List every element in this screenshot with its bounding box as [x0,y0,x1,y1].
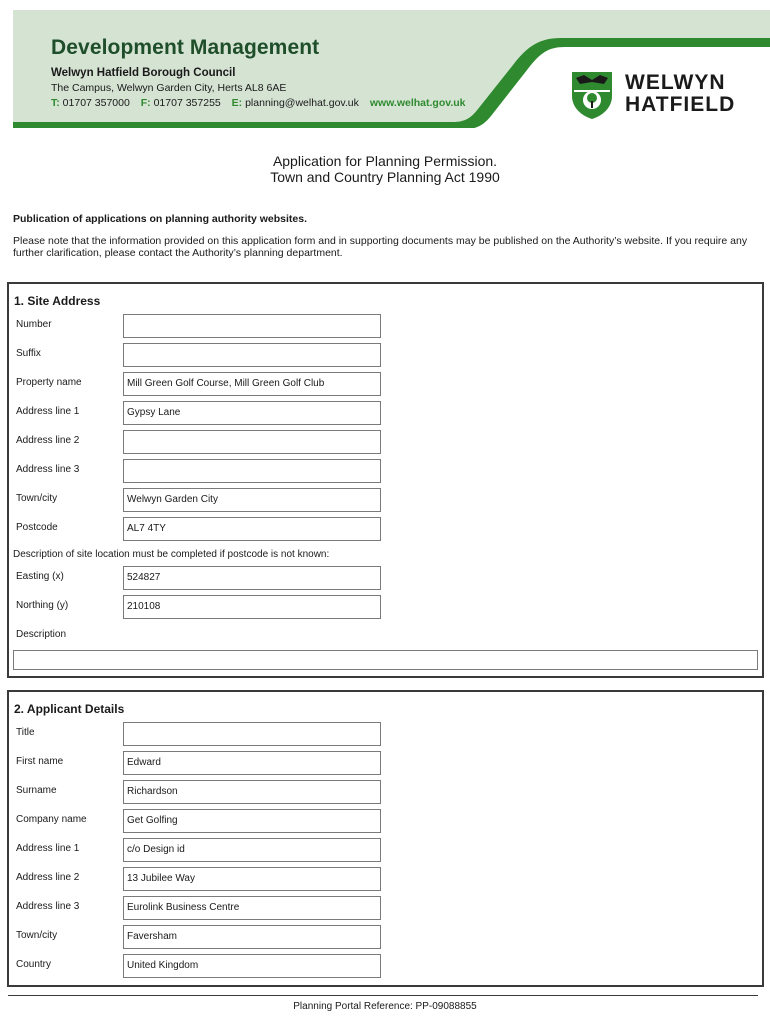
field-label: Address line 3 [16,901,80,912]
field-label: Address line 2 [16,872,80,883]
header-title: Development Management [51,36,320,59]
field-label: Address line 1 [16,843,80,854]
form-row-country [9,954,762,978]
field-label: Company name [16,814,87,825]
field-label: Easting (x) [16,571,64,582]
publication-heading: Publication of applications on planning authority websites. [13,213,308,225]
form-row-northing [9,595,762,619]
field-label: Number [16,319,52,330]
section-heading: 1. Site Address [14,294,101,308]
town-city-field[interactable]: Faversham [123,925,381,949]
fax-number: 01707 357255 [153,97,221,109]
form-row-suffix [9,343,762,367]
form-row-address-line-1 [9,838,762,862]
website-link[interactable]: www.welhat.gov.uk [369,97,466,109]
tel-label: T: [51,97,60,109]
form-row-address-line-2 [9,430,762,454]
northing-field[interactable]: 210108 [123,595,381,619]
property-name-field[interactable]: Mill Green Golf Course, Mill Green Golf Club [123,372,381,396]
field-label: Address line 1 [16,406,80,417]
site-address-section [7,282,764,678]
email-label: E: [231,97,243,109]
field-label: Northing (y) [16,600,69,611]
form-row-number [9,314,762,338]
logo-line-2: HATFIELD [625,93,736,116]
address-line-3-field[interactable]: Eurolink Business Centre [123,896,381,920]
publication-text: Please note that the information provided on this application form and in supporting documents may be published on the Authority’s website. If you require any further clarification, please contact the Authority’s planning department. [13,235,748,259]
first-name-field[interactable]: Edward [123,751,381,775]
title-field[interactable] [123,722,381,746]
suffix-field[interactable] [123,343,381,367]
welwyn-hatfield-logo [570,70,770,128]
form-row-town-city [9,488,762,512]
easting-field[interactable]: 524827 [123,566,381,590]
form-row-address-line-3 [9,896,762,920]
form-row-address-line-2 [9,867,762,891]
form-row-company-name [9,809,762,833]
header-banner [13,10,770,128]
field-label: First name [16,756,64,767]
logo-wordmark [625,72,735,116]
applicant-details-section [7,690,764,987]
form-row-easting [9,566,762,590]
logo-line-1: WELWYN [625,71,726,94]
form-row-postcode [9,517,762,541]
address-line-1-field[interactable]: c/o Design id [123,838,381,862]
field-label: Title [16,727,35,738]
title-line-1: Application for Planning Permission. [272,153,498,169]
form-row-address-line-1 [9,401,762,425]
section-heading: 2. Applicant Details [14,702,125,716]
tel-number: 01707 357000 [62,97,130,109]
field-label: Suffix [16,348,41,359]
shield-icon [570,70,614,120]
company-name-field[interactable]: Get Golfing [123,809,381,833]
field-label: Country [16,959,52,970]
council-address: The Campus, Welwyn Garden City, Herts AL8 6AE [51,82,287,94]
town-city-field[interactable]: Welwyn Garden City [123,488,381,512]
country-field[interactable]: United Kingdom [123,954,381,978]
address-line-2-field[interactable]: 13 Jubilee Way [123,867,381,891]
form-row-town-city [9,925,762,949]
location-note: Description of site location must be completed if postcode is not known: [13,549,330,560]
field-label: Postcode [16,522,58,533]
address-line-1-field[interactable]: Gypsy Lane [123,401,381,425]
portal-reference: Planning Portal Reference: PP-09088855 [293,1001,477,1012]
council-name: Welwyn Hatfield Borough Council [51,67,236,79]
field-label: Property name [16,377,82,388]
field-label: Surname [16,785,57,796]
number-field[interactable] [123,314,381,338]
title-line-2: Town and Country Planning Act 1990 [270,169,500,185]
form-row-surname [9,780,762,804]
form-row-address-line-3 [9,459,762,483]
field-label: Address line 3 [16,464,80,475]
address-line-2-field[interactable] [123,430,381,454]
field-label: Town/city [16,930,58,941]
form-row-first-name [9,751,762,775]
contact-line [51,97,466,109]
email-address[interactable]: planning@welhat.gov.uk [245,97,359,109]
document-title [0,153,770,185]
fax-label: F: [140,97,151,109]
field-label: Address line 2 [16,435,80,446]
footer-divider [8,995,758,996]
address-line-3-field[interactable] [123,459,381,483]
surname-field[interactable]: Richardson [123,780,381,804]
form-row-title [9,722,762,746]
form-row-property-name [9,372,762,396]
postcode-field[interactable]: AL7 4TY [123,517,381,541]
field-label: Town/city [16,493,58,504]
description-field[interactable] [13,650,758,670]
description-label: Description [16,629,67,640]
